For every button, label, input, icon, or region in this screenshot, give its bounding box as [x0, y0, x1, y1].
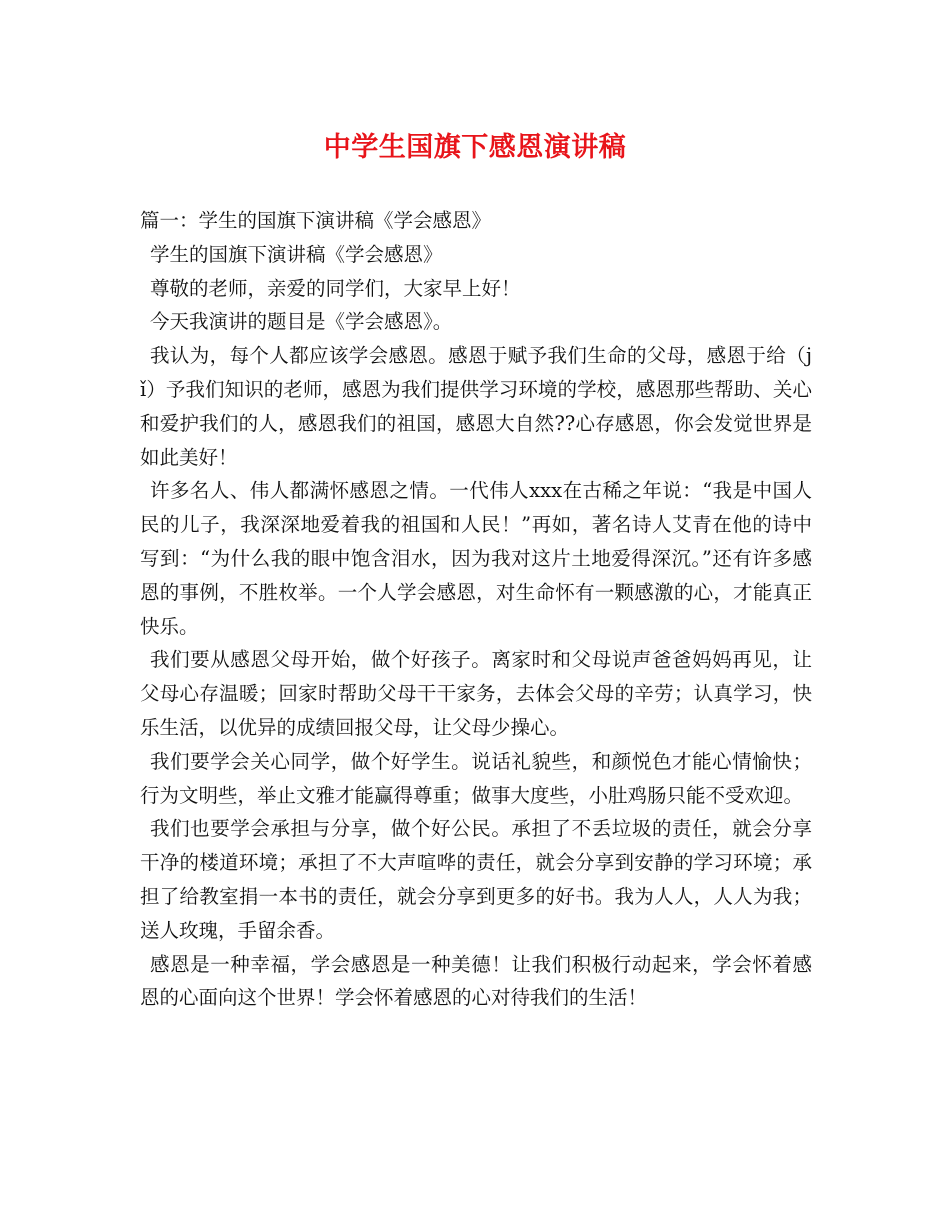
paragraph-topic: 今天我演讲的题目是《学会感恩》。 [150, 310, 453, 334]
paragraph-heading: 篇一：学生的国旗下演讲稿《学会感恩》 [140, 209, 492, 232]
paragraph-subtitle: 学生的国旗下演讲稿《学会感恩》 [150, 242, 443, 266]
paragraph-body: 我们要从感恩父母开始，做个好孩子。离家时和父母说声爸爸妈妈再见，让父母心存温暖；回家时帮助父母干干家务，去体会父母的辛劳；认真学习，快乐生活，以优异的成绩回报父母，让父母少操心。 [140, 648, 812, 739]
paragraph-closing: 感恩是一种幸福，学会感恩是一种美德！让我们积极行动起来，学会怀着感恩的心面向这个世界！学会怀着感恩的心对待我们的生活！ [140, 952, 812, 1010]
paragraph-greeting: 尊敬的老师，亲爱的同学们，大家早上好！ [150, 276, 521, 300]
paragraph-body: 我们要学会关心同学，做个好学生。说话礼貌些，和颜悦色才能心情愉快；行为文明些，举止文雅才能赢得尊重；做事大度些，小肚鸡肠只能不受欢迎。 [140, 749, 812, 807]
document-body [140, 204, 812, 1015]
document-title: 中学生国旗下感恩演讲稿 [323, 132, 627, 163]
paragraph-body: 我们也要学会承担与分享，做个好公民。承担了不丢垃圾的责任，就会分享干净的楼道环境；承担了不大声喧哗的责任，就会分享到安静的学习环境；承担了给教室捐一本书的责任，就会分享到更多的好书。我为人人，人人为我；送人玫瑰，手留余香。 [140, 817, 812, 942]
paragraph-body: 许多名人、伟人都满怀感恩之情。一代伟人xxx在古稀之年说：“我是中国人民的儿子，我深深地爱着我的祖国和人民！”再如，著名诗人艾青在他的诗中写到：“为什么我的眼中饱含泪水，因为我对这片土地爱得深沉。”还有许多感恩的事例，不胜枚举。一个人学会感恩，对生命怀有一颗感激的心，才能真正快乐。 [140, 479, 812, 638]
paragraph-body: 我认为，每个人都应该学会感恩。感恩于赋予我们生命的父母，感恩于给（jǐ）予我们知识的老师，感恩为我们提供学习环境的学校，感恩那些帮助、关心和爱护我们的人，感恩我们的祖国，感恩大自然??心存感恩，你会发觉世界是如此美好！ [140, 344, 812, 469]
